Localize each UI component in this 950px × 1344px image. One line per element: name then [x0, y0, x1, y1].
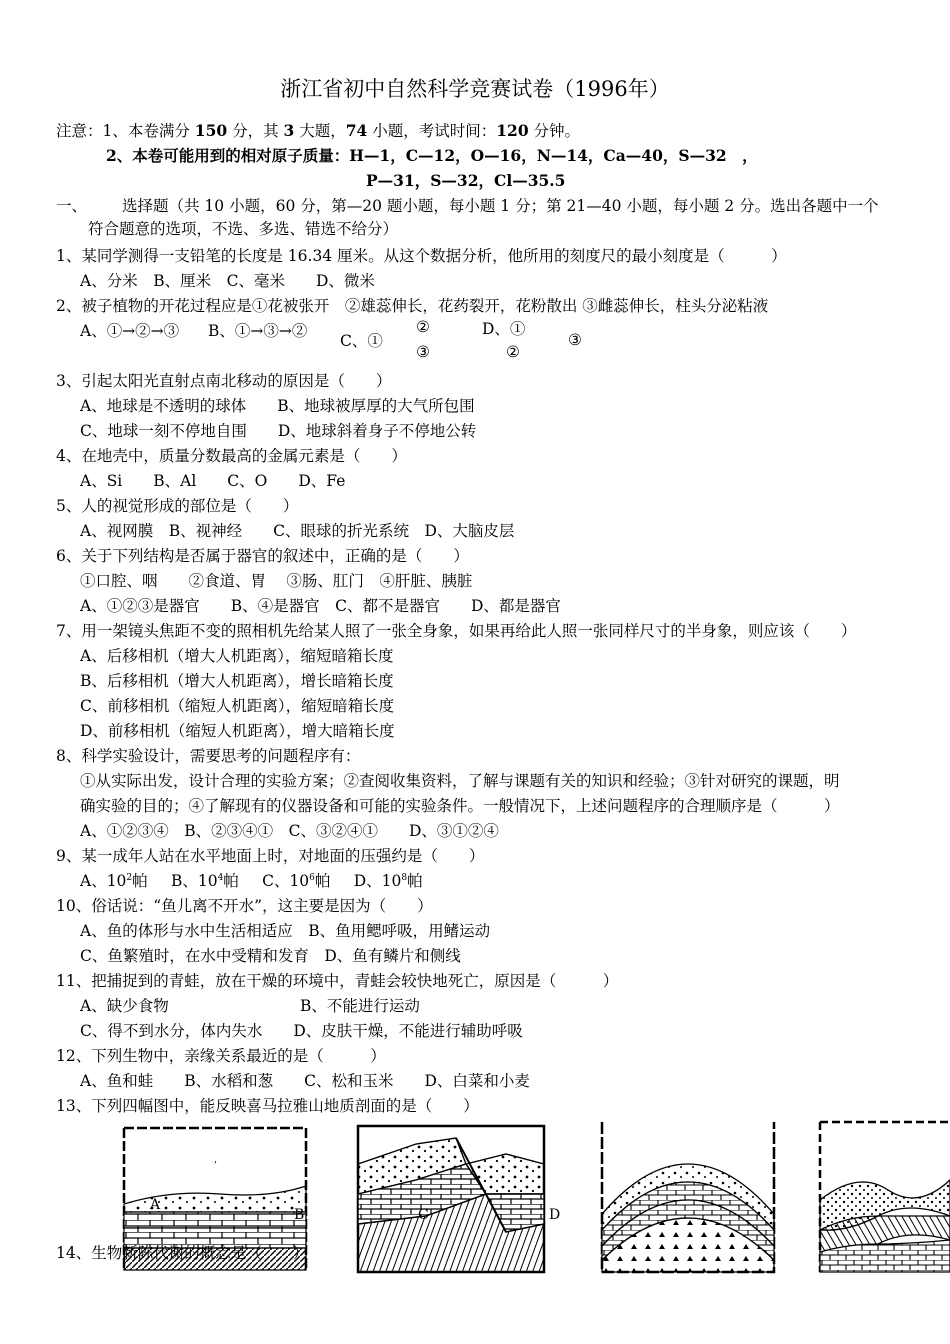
option-text: D、10 [353, 872, 402, 890]
question-11-option-b: B、不能进行运动 [300, 997, 420, 1015]
note-1-count: 74 [345, 121, 368, 140]
figure-label-c: C [418, 1207, 429, 1223]
question-2-option-a: A、①→②→③ [80, 322, 180, 340]
question-8-text-line-2: 确实验的目的；④了解现有的仪器设备和可能的实验条件。一般情况下，上述问题程序的合理顺序是（ ） [80, 797, 840, 815]
question-8-options: A、①②③④ B、②③④① C、③②④① D、③①②④ [80, 822, 499, 840]
note-1-text: 小题，考试时间： [367, 122, 497, 140]
question-10-options-row-2: C、鱼繁殖时，在水中受精和发育 D、鱼有鳞片和侧线 [80, 947, 461, 965]
question-2-option-b: B、①→③→② [208, 322, 308, 340]
option-text: B、10 [170, 872, 218, 890]
unit: 帕 [314, 872, 331, 890]
question-2-option-c-step2: ② [416, 318, 430, 336]
question-3-options-row-2: C、地球一刻不停地自围 D、地球斜着身子不停地公转 [80, 422, 477, 440]
question-12-stem: 12、下列生物中，亲缘关系最近的是（ ） [56, 1047, 386, 1065]
exponent: 2 [126, 872, 133, 883]
figure-label-d: D [549, 1207, 561, 1223]
question-2-option-d: D、① [482, 320, 526, 338]
question-7-option-c: C、前移相机（缩短人机距离），缩短暗箱长度 [80, 697, 395, 715]
note-2: 2、本卷可能用到的相对原子质量：H—1，C—12，O—16，N—14，Ca—40，S—32 ， [106, 146, 758, 165]
unit: 帕 [407, 872, 423, 890]
question-9-option-b [171, 872, 239, 890]
question-3-options-row-1: A、地球是不透明的球体 B、地球被厚厚的大气所包围 [80, 397, 475, 415]
question-2-option-c: C、① [340, 332, 383, 350]
question-3-stem: 3、引起太阳光直射点南北移动的原因是（ ） [56, 372, 392, 390]
figure-label-a: A [150, 1197, 161, 1213]
question-10-options-row-1: A、鱼的体形与水中生活相适应 B、鱼用鳃呼吸，用鳍运动 [80, 922, 491, 940]
unit: 帕 [223, 872, 239, 890]
figure-label-b: B [294, 1207, 305, 1223]
question-9-option-c [262, 872, 330, 890]
question-8-stem: 8、科学实验设计，需要思考的问题程序有： [56, 747, 361, 765]
note-1-time: 120 [496, 121, 529, 140]
question-9-stem: 9、某一成年人站在水平地面上时，对地面的压强约是（ ） [56, 847, 485, 865]
page-title: 浙江省初中自然科学竞赛试卷（1996年） [280, 77, 670, 101]
question-7-option-a: A、后移相机（增大人机距离），缩短暗箱长度 [80, 647, 394, 665]
question-5-options: A、视网膜 B、视神经 C、眼球的折光系统 D、大脑皮层 [80, 522, 515, 540]
geologic-section-b [356, 1124, 561, 1274]
question-11-stem: 11、把捕捉到的青蛙，放在干燥的环境中，青蛙会较快地死亡，原因是（ ） [56, 972, 619, 990]
exponent: 4 [217, 872, 224, 883]
question-6-stem: 6、关于下列结构是否属于器官的叙述中，正确的是（ ） [56, 547, 469, 565]
geologic-section-c-drawing [600, 1120, 776, 1274]
option-text: A、10 [80, 872, 127, 890]
section-heading-continued: 符合题意的选项，不选、多选、错选不给分） [88, 220, 399, 238]
question-11-options-row-2: C、得不到水分，体内失水 D、皮肤干燥，不能进行辅助呼吸 [80, 1022, 523, 1040]
note-1-score: 150 [194, 121, 228, 140]
note-1-text: 分钟。 [528, 122, 581, 140]
geologic-section-d [818, 1120, 950, 1274]
question-6-options: A、①②③是器官 B、④是器官 C、都不是器官 D、都是器官 [80, 597, 561, 615]
note-1-text: 大题， [294, 122, 346, 140]
question-7-option-b: B、后移相机（增大人机距离），增长暗箱长度 [80, 672, 394, 690]
note-2-continued: P—31，S—32，Cl—35.5 [366, 171, 566, 190]
question-12-options: A、鱼和蛙 B、水稻和葱 C、松和玉米 D、白菜和小麦 [80, 1072, 530, 1090]
question-8-text-line-1: ①从实际出发，设计合理的实验方案；②查阅收集资料，了解与课题有关的知识和经验；③针对研究的课题，明 [80, 772, 840, 790]
note-1 [56, 121, 580, 141]
option-text: C、10 [262, 872, 310, 890]
geologic-section-b-drawing [356, 1124, 546, 1274]
question-2-stem: 2、被子植物的开花过程应是①花被张开 ②雄蕊伸长，花药裂开，花粉散出 ③雌蕊伸长，柱头分泌粘液 [56, 297, 769, 315]
section-heading: 选择题（共 10 小题，60 分，第—20 题小题，每小题 1 分；第 21—40 小题，每小题 2 分。选出各题中一个 [122, 197, 879, 215]
question-2-option-c-step3: ③ [416, 343, 430, 361]
geologic-section-d-drawing [818, 1120, 950, 1274]
question-1-options: A、分米 B、厘米 C、毫米 D、微米 [80, 272, 375, 290]
question-10-stem: 10、俗话说：“鱼儿离不开水”，这主要是因为（ ） [56, 897, 433, 915]
question-9-options [80, 871, 423, 891]
note-1-text: 注意：1、本卷满分 [56, 122, 195, 140]
question-13-stem: 13、下列四幅图中，能反映喜马拉雅山地质剖面的是（ ） [56, 1097, 479, 1115]
question-11-option-a: A、缺少食物 [80, 997, 169, 1015]
question-9-option-d [354, 872, 423, 890]
geologic-section-c [600, 1120, 776, 1274]
question-2-option-d-step2: ② [506, 343, 520, 361]
question-14-stem: 14、生物新陈代谢的概念是（ ） [56, 1244, 309, 1262]
note-1-parts: 3 [283, 121, 295, 140]
question-2-option-d-step3: ③ [568, 331, 582, 349]
question-9-option-a [80, 872, 148, 890]
question-4-options: A、Si B、Al C、O D、Fe [80, 472, 346, 490]
question-1-stem: 1、某同学测得一支铅笔的长度是 16.34 厘米。从这个数据分析，他所用的刻度尺的最小刻度是（ ） [56, 247, 787, 265]
exponent: 8 [401, 872, 408, 883]
question-5-stem: 5、人的视觉形成的部位是（ ） [56, 497, 299, 515]
question-7-option-d: D、前移相机（缩短人机距离），增大暗箱长度 [80, 722, 395, 740]
note-1-text: 分，其 [227, 122, 284, 140]
exponent: 6 [309, 872, 315, 883]
question-7-stem: 7、用一架镜头焦距不变的照相机先给某人照了一张全身象，如果再给此人照一张同样尺寸的半身象，则应该（ ） [56, 622, 857, 640]
svg-text:,: , [214, 1154, 218, 1165]
question-4-stem: 4、在地壳中，质量分数最高的金属元素是（ ） [56, 447, 407, 465]
question-6-items: ①口腔、咽 ②食道、胃 ③肠、肛门 ④肝脏、胰脏 [80, 572, 473, 590]
section-number: 一、 [56, 197, 88, 215]
unit: 帕 [132, 872, 148, 890]
